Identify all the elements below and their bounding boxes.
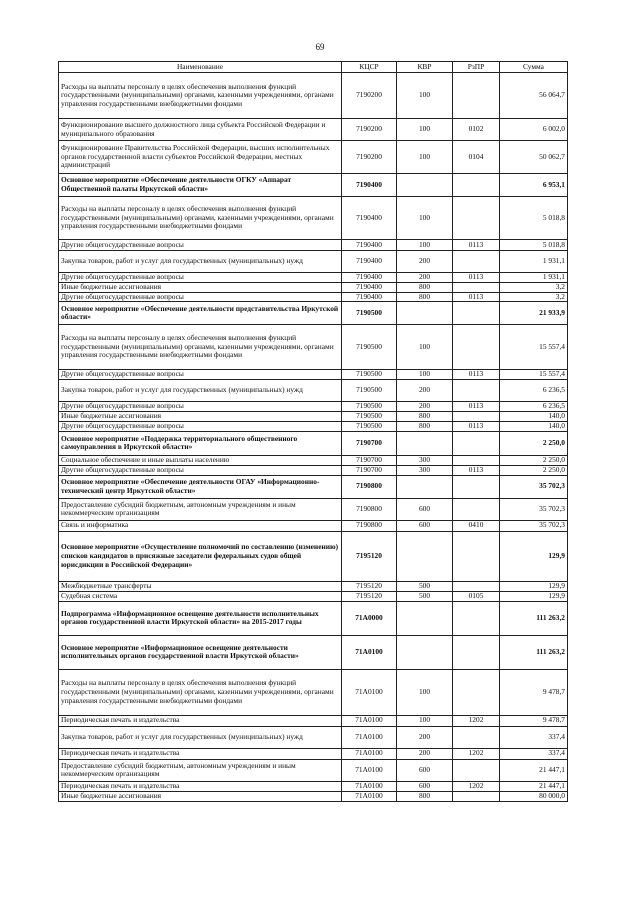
cell-name: Расходы на выплаты персоналу в целях обеспечения выполнения функций государственными (муниципальными) органами, казенными учреждениями, органами управления государственными внебюджетными фондами [59,669,342,715]
cell-rzpr [453,791,500,801]
cell-kcsr: 7190700 [342,431,397,455]
cell-kcsr: 7190500 [342,302,397,325]
cell-name: Иные бюджетные ассигнования [59,412,342,422]
cell-kcsr: 7190400 [342,292,397,302]
cell-kcsr: 7190800 [342,498,397,520]
cell-sum: 2 250,0 [500,465,568,475]
cell-rzpr [453,475,500,498]
cell-kcsr: 71А0100 [342,669,397,715]
cell-sum: 56 064,7 [500,73,568,119]
cell-kcsr: 7190400 [342,251,397,273]
table-row [59,325,568,370]
cell-sum: 2 250,0 [500,455,568,465]
cell-kvr [397,431,453,455]
cell-kcsr: 71А0100 [342,635,397,669]
cell-name: Закупка товаров, работ и услуг для государственных (муниципальных) нужд [59,380,342,402]
page-number: 69 [315,42,325,52]
cell-sum: 21 933,9 [500,302,568,325]
cell-name: Предоставление субсидий бюджетным, автономным учреждениям и иным некоммерческим организациям [59,759,342,781]
cell-kcsr: 7190400 [342,174,397,197]
cell-kvr [397,635,453,669]
cell-kvr: 200 [397,380,453,402]
cell-rzpr: 0410 [453,520,500,531]
cell-sum: 337,4 [500,748,568,759]
table-row [59,292,568,302]
table-row [59,591,568,601]
cell-kvr: 200 [397,748,453,759]
cell-name: Периодическая печать и издательства [59,748,342,759]
col-header-kcsr: КЦСР [342,62,397,73]
cell-rzpr [453,455,500,465]
cell-rzpr: 1202 [453,715,500,726]
cell-kvr: 300 [397,455,453,465]
cell-sum: 111 263,2 [500,635,568,669]
cell-sum: 129,9 [500,581,568,591]
cell-kcsr: 71А0100 [342,759,397,781]
cell-rzpr: 1202 [453,781,500,791]
cell-rzpr: 0113 [453,465,500,475]
cell-name: Основное мероприятие «Обеспечение деятельности представительства Иркутской области» [59,302,342,325]
table-row [59,370,568,380]
cell-sum: 129,9 [500,591,568,601]
cell-kvr: 100 [397,141,453,174]
cell-sum: 6 236,5 [500,380,568,402]
table-row [59,635,568,669]
cell-sum: 80 000,0 [500,791,568,801]
table-row [59,119,568,141]
table-row [59,726,568,748]
cell-name: Закупка товаров, работ и услуг для государственных (муниципальных) нужд [59,251,342,273]
cell-sum: 2 250,0 [500,431,568,455]
table-row [59,759,568,781]
cell-rzpr [453,73,500,119]
cell-kvr: 100 [397,669,453,715]
table-row [59,465,568,475]
cell-name: Другие общегосударственные вопросы [59,370,342,380]
cell-name: Другие общегосударственные вопросы [59,402,342,412]
cell-kvr: 800 [397,421,453,431]
cell-kcsr: 7190500 [342,380,397,402]
cell-rzpr: 0113 [453,370,500,380]
table-row [59,174,568,197]
table-row [59,531,568,581]
cell-sum: 111 263,2 [500,601,568,635]
cell-kcsr: 71А0000 [342,601,397,635]
cell-kvr: 800 [397,292,453,302]
table-row [59,402,568,412]
cell-sum: 9 478,7 [500,669,568,715]
cell-kvr: 800 [397,412,453,422]
cell-kvr: 100 [397,73,453,119]
budget-table [58,61,568,802]
table-row [59,240,568,251]
cell-kcsr: 7190500 [342,412,397,422]
cell-kvr: 600 [397,759,453,781]
cell-rzpr [453,283,500,293]
table-row [59,715,568,726]
cell-rzpr: 0113 [453,240,500,251]
cell-name: Основное мероприятие «Поддержка территориального общественного самоуправления в Иркутской области» [59,431,342,455]
cell-sum: 1 931,1 [500,251,568,273]
cell-kcsr: 7190200 [342,73,397,119]
cell-rzpr [453,759,500,781]
cell-kcsr: 7190500 [342,325,397,370]
table-row [59,273,568,283]
cell-name: Расходы на выплаты персоналу в целях обеспечения выполнения функций государственными (муниципальными) органами, казенными учреждениями, органами управления государственными внебюджетными фондами [59,325,342,370]
cell-name: Основное мероприятие «Обеспечение деятельности ОГКУ «Аппарат Общественной палаты Иркутской области» [59,174,342,197]
table-row [59,251,568,273]
cell-kcsr: 71А0100 [342,748,397,759]
cell-kvr [397,531,453,581]
table-row [59,73,568,119]
table-row [59,748,568,759]
cell-kvr: 200 [397,402,453,412]
cell-kcsr: 7190400 [342,240,397,251]
cell-rzpr: 0113 [453,402,500,412]
cell-rzpr [453,581,500,591]
table-row [59,475,568,498]
cell-kvr: 100 [397,325,453,370]
cell-kcsr: 7190500 [342,421,397,431]
cell-sum: 3,2 [500,292,568,302]
cell-sum: 337,4 [500,726,568,748]
cell-kvr [397,601,453,635]
cell-rzpr [453,325,500,370]
cell-kcsr: 7190500 [342,402,397,412]
cell-rzpr [453,726,500,748]
cell-kvr: 100 [397,370,453,380]
table-row [59,791,568,801]
cell-kcsr: 7190400 [342,197,397,240]
table-row [59,412,568,422]
cell-kvr [397,174,453,197]
cell-name: Другие общегосударственные вопросы [59,465,342,475]
cell-sum: 129,9 [500,531,568,581]
table-row [59,581,568,591]
cell-rzpr [453,531,500,581]
cell-rzpr [453,302,500,325]
cell-sum: 35 702,3 [500,520,568,531]
table-row [59,302,568,325]
cell-kvr [397,302,453,325]
cell-kcsr: 7190700 [342,465,397,475]
cell-kcsr: 7190200 [342,119,397,141]
cell-rzpr [453,197,500,240]
cell-sum: 1 931,1 [500,273,568,283]
cell-name: Функционирование Правительства Российской Федерации, высших исполнительных органов государственной власти субъектов Российской Федерации, местных администраций [59,141,342,174]
table-row [59,455,568,465]
cell-kvr: 300 [397,465,453,475]
cell-rzpr [453,412,500,422]
table-header-row [59,62,568,73]
cell-rzpr: 0113 [453,292,500,302]
cell-kvr: 800 [397,283,453,293]
table-row [59,421,568,431]
cell-name: Предоставление субсидий бюджетным, автономным учреждениям и иным некоммерческим организациям [59,498,342,520]
cell-kvr: 100 [397,119,453,141]
cell-name: Другие общегосударственные вопросы [59,421,342,431]
cell-kcsr: 71А0100 [342,715,397,726]
col-header-rzpr: РзПР [453,62,500,73]
cell-kvr: 500 [397,581,453,591]
table-row [59,283,568,293]
table-row [59,197,568,240]
cell-name: Другие общегосударственные вопросы [59,273,342,283]
cell-sum: 35 702,3 [500,475,568,498]
cell-sum: 21 447,1 [500,759,568,781]
table-row [59,781,568,791]
cell-sum: 15 557,4 [500,370,568,380]
cell-name: Судебная система [59,591,342,601]
cell-kvr: 100 [397,197,453,240]
cell-kcsr: 7195120 [342,581,397,591]
cell-name: Основное мероприятие «Осуществление полномочий по составлению (изменению) списков кандидатов в присяжные заседатели федеральных судов общей юрисдикции в Российской Федерации» [59,531,342,581]
cell-name: Другие общегосударственные вопросы [59,240,342,251]
cell-name: Закупка товаров, работ и услуг для государственных (муниципальных) нужд [59,726,342,748]
cell-name: Подпрограмма «Информационное освещение деятельности исполнительных органов государственной власти Иркутской области» на 2015-2017 годы [59,601,342,635]
cell-kvr: 800 [397,791,453,801]
cell-name: Иные бюджетные ассигнования [59,791,342,801]
cell-sum: 6 002,0 [500,119,568,141]
cell-sum: 3,2 [500,283,568,293]
cell-name: Расходы на выплаты персоналу в целях обеспечения выполнения функций государственными (муниципальными) органами, казенными учреждениями, органами управления государственными внебюджетными фондами [59,73,342,119]
cell-kvr: 600 [397,498,453,520]
cell-kcsr: 7190200 [342,141,397,174]
cell-kvr: 500 [397,591,453,601]
cell-kcsr: 7190400 [342,273,397,283]
cell-kcsr: 71А0100 [342,791,397,801]
cell-name: Межбюджетные трансферты [59,581,342,591]
table-row [59,669,568,715]
cell-kcsr: 7195120 [342,531,397,581]
cell-rzpr: 0113 [453,273,500,283]
cell-name: Другие общегосударственные вопросы [59,292,342,302]
cell-sum: 140,0 [500,412,568,422]
cell-kcsr: 7190800 [342,520,397,531]
cell-name: Основное мероприятие «Информационное освещение деятельности исполнительных органов государственной власти Иркутской области» [59,635,342,669]
cell-kvr: 100 [397,240,453,251]
cell-kvr: 600 [397,520,453,531]
table-row [59,601,568,635]
table-row [59,141,568,174]
cell-kcsr: 7190700 [342,455,397,465]
cell-kvr: 100 [397,715,453,726]
cell-kvr [397,475,453,498]
cell-sum: 5 018,8 [500,240,568,251]
col-header-sum: Сумма [500,62,568,73]
col-header-kvr: КВР [397,62,453,73]
cell-sum: 35 702,3 [500,498,568,520]
table-row [59,431,568,455]
cell-sum: 9 478,7 [500,715,568,726]
col-header-name: Наименование [59,62,342,73]
cell-name: Периодическая печать и издательства [59,781,342,791]
cell-name: Иные бюджетные ассигнования [59,283,342,293]
cell-kcsr: 7190500 [342,370,397,380]
cell-kvr: 200 [397,273,453,283]
table-row [59,520,568,531]
cell-kvr: 200 [397,251,453,273]
cell-sum: 15 557,4 [500,325,568,370]
cell-rzpr [453,601,500,635]
cell-rzpr: 1202 [453,748,500,759]
cell-rzpr [453,431,500,455]
cell-rzpr [453,498,500,520]
cell-name: Основное мероприятие «Обеспечение деятельности ОГАУ «Информационно-технический центр Иркутской области» [59,475,342,498]
cell-rzpr [453,174,500,197]
cell-sum: 21 447,1 [500,781,568,791]
cell-rzpr [453,251,500,273]
cell-kcsr: 71А0100 [342,726,397,748]
table-body [59,73,568,802]
cell-rzpr [453,669,500,715]
cell-rzpr: 0105 [453,591,500,601]
cell-kvr: 600 [397,781,453,791]
cell-rzpr [453,635,500,669]
cell-sum: 5 018,8 [500,197,568,240]
cell-rzpr: 0113 [453,421,500,431]
cell-sum: 50 062,7 [500,141,568,174]
cell-name: Функционирование высшего должностного лица субъекта Российской Федерации и муниципального образования [59,119,342,141]
cell-kcsr: 7195120 [342,591,397,601]
table-row [59,380,568,402]
cell-name: Связь и информатика [59,520,342,531]
cell-rzpr [453,380,500,402]
cell-sum: 140,0 [500,421,568,431]
cell-kcsr: 71А0100 [342,781,397,791]
cell-kcsr: 7190800 [342,475,397,498]
table-row [59,498,568,520]
cell-name: Периодическая печать и издательства [59,715,342,726]
cell-rzpr: 0102 [453,119,500,141]
cell-name: Социальное обеспечение и иные выплаты населению [59,455,342,465]
cell-rzpr: 0104 [453,141,500,174]
cell-kvr: 200 [397,726,453,748]
cell-sum: 6 953,1 [500,174,568,197]
cell-sum: 6 236,5 [500,402,568,412]
cell-kcsr: 7190400 [342,283,397,293]
cell-name: Расходы на выплаты персоналу в целях обеспечения выполнения функций государственными (муниципальными) органами, казенными учреждениями, органами управления государственными внебюджетными фондами [59,197,342,240]
